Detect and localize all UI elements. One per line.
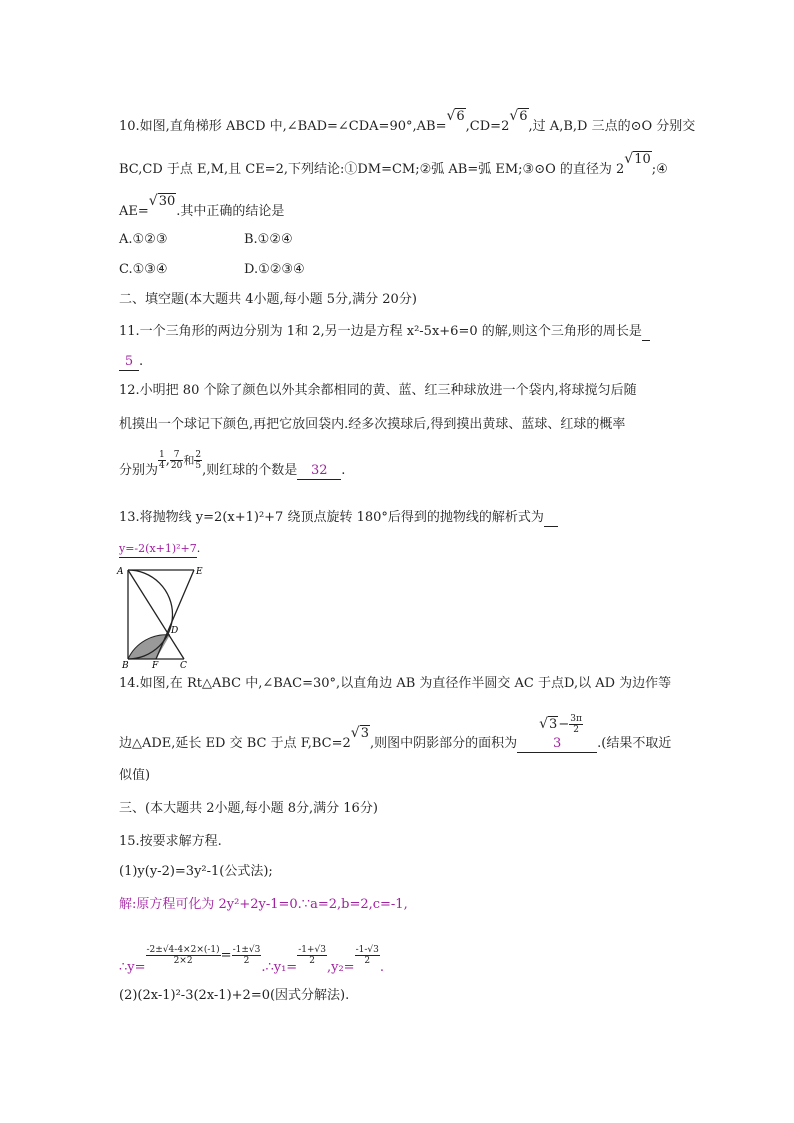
q10-option-d: D.①②③④ <box>244 262 305 277</box>
q12-answer: 32 <box>297 463 341 480</box>
label-b: B <box>122 661 129 669</box>
label-e: E <box>196 567 203 577</box>
q14-line1: 14.如图,在 Rt△ABC 中,∠BAC=30°,以直角边 AB 为直径作半圆交 AC 于点D,以 AD 为边作等 <box>119 676 672 691</box>
label-c: C <box>180 661 187 669</box>
q11-answer: 5 <box>119 354 139 371</box>
fraction-simplified: $\frac{-1\pm√3}{2}$ <box>232 945 261 966</box>
q12-line1: 12.小明把 80 个除了颜色以外其余都相同的黄、蓝、红三种球放进一个袋内,将球搅匀后随 <box>119 383 637 398</box>
q11-text: 11.一个三角形的两边分别为 1和 2,另一边是方程 x²-5x+6=0 的解,则这个三角形的周长是 <box>119 324 650 341</box>
sqrt-6-b: √6 <box>509 108 528 124</box>
fraction-y1: $\frac{-1+√3}{2}$ <box>298 945 326 966</box>
q13-answer-line: y=-2(x+1)²+7. <box>119 541 200 558</box>
fraction-quadratic: $\frac{-2\pm√4-4\times 2\times(-1)}{2\times 2}$ <box>146 945 220 966</box>
q13-text: 13.将抛物线 y=2(x+1)²+7 绕顶点旋转 180°后得到的抛物线的解析式为 <box>119 510 558 527</box>
sqrt-10: √10 <box>624 151 651 167</box>
q10-line3: AE=√30.其中正确的结论是 <box>119 193 285 219</box>
q10-line1: 10.如图,直角梯形 ABCD 中,∠BAD=∠CDA=90°,AB=√6,CD=2√6,过 A,B,D 三点的⊙O 分别交 <box>119 108 696 134</box>
q14-line2: 边△ADE,延长 ED 交 BC 于点 F,BC=2√3,则图中阴影部分的面积为 3 √3− $\frac{3\pi}{2}$ .(结果不取近 <box>119 714 672 751</box>
geometry-figure <box>114 565 210 669</box>
q15-solution-line1: 解:原方程可化为 2y²+2y-1=0.∵a=2,b=2,c=-1, <box>119 897 408 912</box>
q13-answer: y=-2(x+1)²+7 <box>119 541 197 558</box>
q15-solution-line2: ∴y= $\frac{-2\pm√4-4\times 2\times(-1)}{2\times 2}$ = $\frac{-1\pm√3}{2}$ .∴y₁= $\frac{-1+√3}{2}$ ,y₂= $\frac{-1-√3}{2}$ . <box>119 945 384 975</box>
sqrt-3: √3 <box>350 725 369 741</box>
label-d: D <box>171 626 179 636</box>
fraction-2-5: $\frac{2}{5}$ <box>195 450 202 471</box>
label-f: F <box>152 661 159 669</box>
fraction-1-4: $\frac{1}{4}$ <box>159 450 165 471</box>
q11-answer-line: 5 . <box>119 354 143 371</box>
q15-part1: (1)y(y-2)=3y²-1(公式法); <box>119 864 273 879</box>
q14-answer: 3 √3− $\frac{3\pi}{2}$ <box>517 736 597 753</box>
q12-line3: 分别为 $\frac{1}{4}$ , $\frac{7}{20}$ $^和$ $\frac{2}{5}$ ,则红球的个数是 32 . <box>119 450 346 478</box>
q12-line2: 机摸出一个球记下颜色,再把它放回袋内.经多次摸球后,得到摸出黄球、蓝球、红球的概率 <box>119 417 626 432</box>
section-2-heading: 二、填空题(本大题共 4小题,每小题 5分,满分 20分) <box>119 292 417 307</box>
q10-option-c: C.①③④ <box>119 262 168 277</box>
q15-part2: (2)(2x-1)²-3(2x-1)+2=0(因式分解法). <box>119 988 350 1003</box>
q10-line2: BC,CD 于点 E,M,且 CE=2,下列结论:①DM=CM;②弧 AB=弧 EM;③⊙O 的直径为 2√10;④ <box>119 151 668 177</box>
fraction-y2: $\frac{-1-√3}{2}$ <box>355 945 379 966</box>
q10-option-a: A.①②③ <box>119 232 168 247</box>
q10-option-b: B.①②④ <box>244 232 293 247</box>
sqrt-30: √30 <box>148 193 176 209</box>
section-3-heading: 三、(本大题共 2小题,每小题 8分,满分 16分) <box>119 801 378 816</box>
sqrt-6-a: √6 <box>446 108 465 124</box>
fraction-7-20: $\frac{7}{20}$ <box>170 450 183 471</box>
q14-line3: 似值) <box>119 768 151 783</box>
q15-title: 15.按要求解方程. <box>119 834 222 849</box>
label-a: A <box>117 567 124 577</box>
